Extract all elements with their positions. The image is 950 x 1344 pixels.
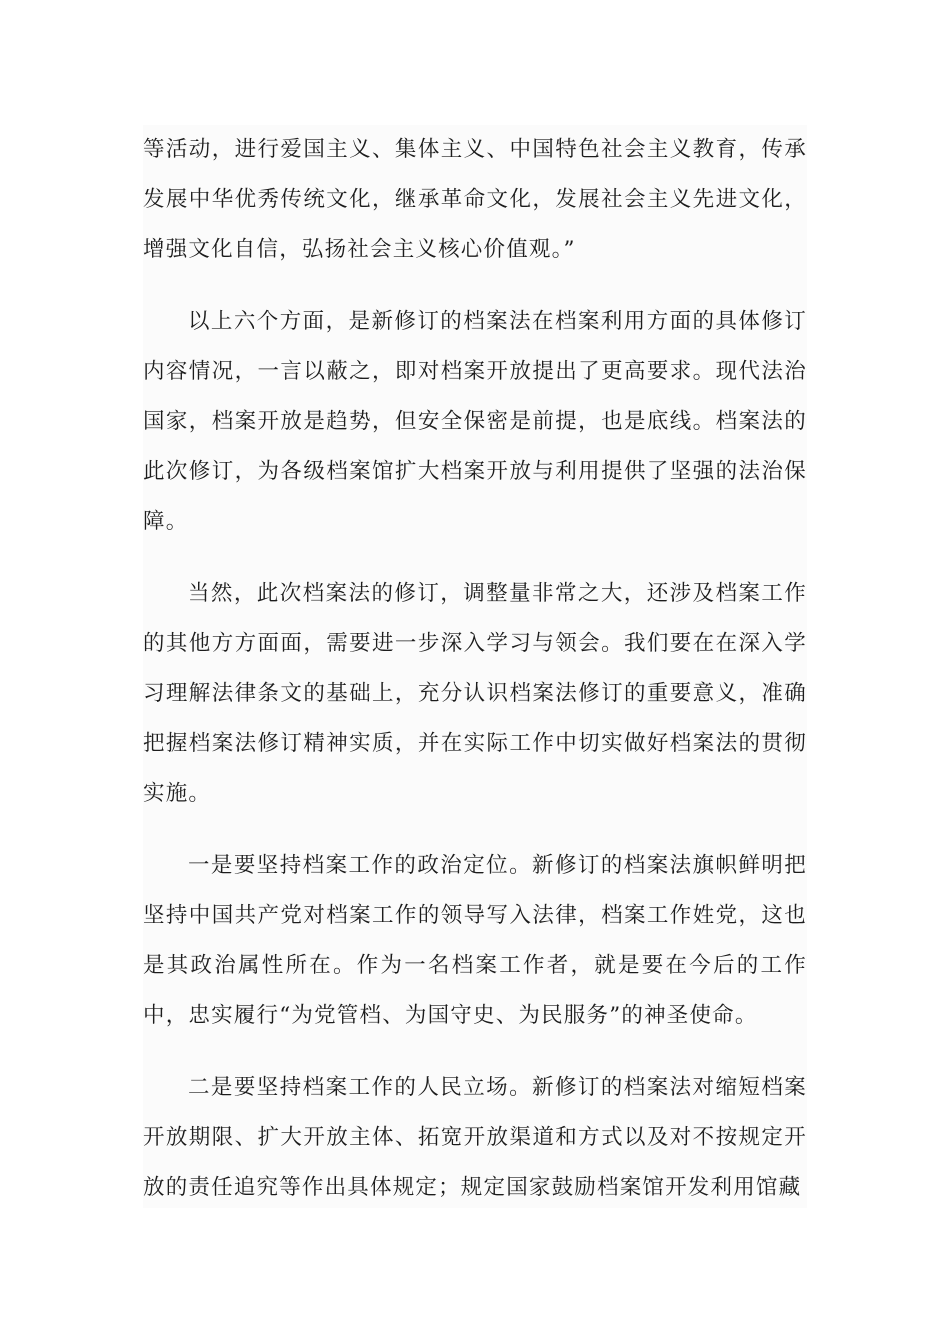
paragraph-4: 一是要坚持档案工作的政治定位。新修订的档案法旗帜鲜明把坚持中国共产党对档案工作的领导写入法律，档案工作姓党，这也是其政治属性所在。作为一名档案工作者，就是要在今后的工作中，忠实履行“为党管档、为国守史、为民服务”的神圣使命。 [143,853,807,1028]
paragraph-gap [143,547,807,569]
document-body [143,125,807,1208]
paragraph-5: 二是要坚持档案工作的人民立场。新修订的档案法对缩短档案开放期限、扩大开放主体、拓宽开放渠道和方式以及对不按规定开放的责任追究等作出具体规定；规定国家鼓励档案馆开发利用馆藏 [143,1075,807,1200]
paragraph-gap [143,275,807,297]
paragraph-gap [143,819,807,841]
paragraph-gap [143,1041,807,1063]
paragraph-2: 以上六个方面，是新修订的档案法在档案利用方面的具体修订内容情况，一言以蔽之，即对档案开放提出了更高要求。现代法治国家，档案开放是趋势，但安全保密是前提，也是底线。档案法的此次修订，为各级档案馆扩大档案开放与利用提供了坚强的法治保障。 [143,309,807,534]
paragraph-1: 等活动，进行爱国主义、集体主义、中国特色社会主义教育，传承发展中华优秀传统文化，继承革命文化，发展社会主义先进文化，增强文化自信，弘扬社会主义核心价值观。” [143,137,807,262]
paragraph-3: 当然，此次档案法的修订，调整量非常之大，还涉及档案工作的其他方方面面，需要进一步深入学习与领会。我们要在在深入学习理解法律条文的基础上，充分认识档案法修订的重要意义，准确把握档案法修订精神实质，并在实际工作中切实做好档案法的贯彻实施。 [143,581,807,806]
